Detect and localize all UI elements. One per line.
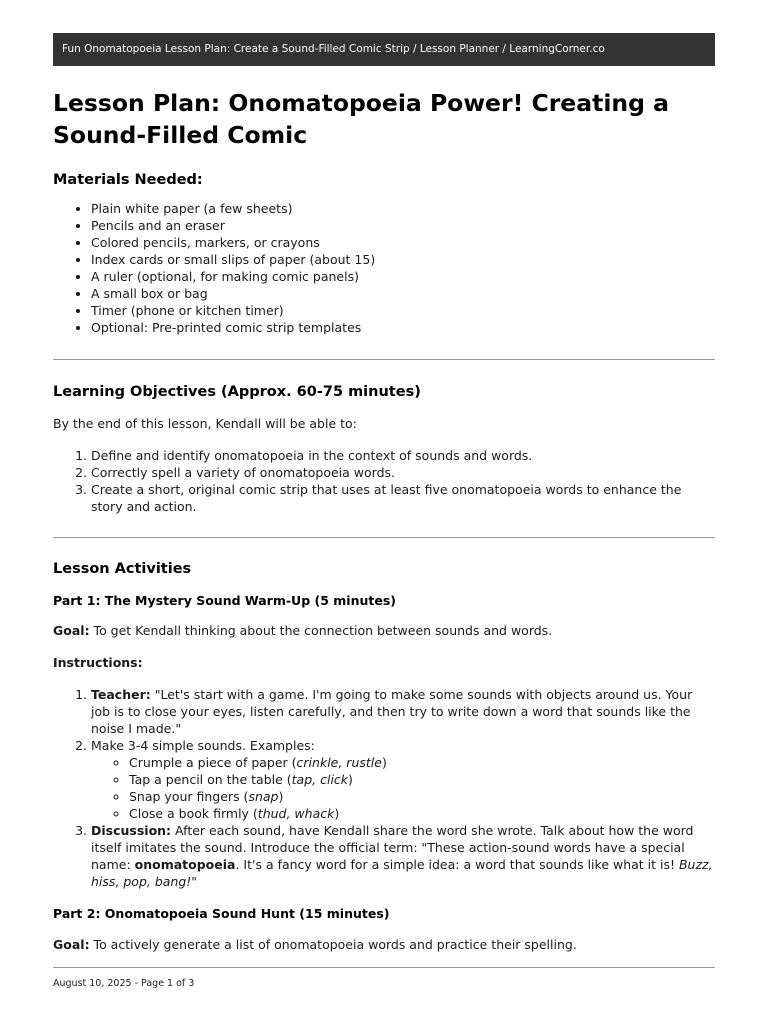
list-item: • Plain white paper (a few sheets): [91, 200, 715, 217]
goal-text: To actively generate a list of onomatopoeia words and practice their spelling.: [89, 937, 577, 952]
list-item: • Optional: Pre-printed comic strip templates: [91, 319, 715, 336]
instructions-label: Instructions:: [53, 655, 143, 670]
example-item: ◦ Crumple a piece of paper (crinkle, rustle): [129, 754, 715, 771]
example-item: ◦ Close a book firmly (thud, whack): [129, 805, 715, 822]
list-item: • Index cards or small slips of paper (about 15): [91, 251, 715, 268]
list-item: 3. Discussion: After each sound, have Kendall share the word she wrote. Talk about how the word itself imitates the sound. Introduce the official term: "These action-sound words have a special name: onomatopoeia. It's a fancy word for a simple idea: a word that sounds like what it is! Buzz, hiss, pop, bang!": [91, 822, 715, 890]
section-divider: [53, 537, 715, 538]
term-onomatopoeia: onomatopoeia: [134, 857, 236, 872]
examples-list: [91, 754, 715, 822]
list-item: [91, 737, 715, 822]
page-content: [53, 33, 715, 953]
list-item: 1. Define and identify onomatopoeia in the context of sounds and words.: [91, 447, 715, 464]
part2-goal: [53, 936, 715, 953]
list-item: 2. Correctly spell a variety of onomatopoeia words.: [91, 464, 715, 481]
materials-list: [53, 200, 715, 336]
part1-steps: [53, 686, 715, 890]
materials-heading: Materials Needed:: [53, 172, 203, 188]
list-item: [91, 686, 715, 737]
example-item: ◦ Snap your fingers (snap): [129, 788, 715, 805]
breadcrumb-bar: [53, 33, 715, 66]
step2-text: Make 3-4 simple sounds. Examples:: [91, 738, 315, 753]
teacher-text: "Let's start with a game. I'm going to make some sounds with objects around us. Your job is to close your eyes, listen carefully, and then try to write down a word that sounds like the noise I made.": [91, 687, 693, 736]
list-item: 3. Create a short, original comic strip that uses at least five onomatopoeia words to enhance the story and action.: [91, 481, 715, 515]
section-divider: [53, 359, 715, 360]
list-item: • Pencils and an eraser: [91, 217, 715, 234]
list-item: • A ruler (optional, for making comic panels): [91, 268, 715, 285]
part2-heading: Part 2: Onomatopoeia Sound Hunt (15 minutes): [53, 906, 390, 921]
discussion-label: Discussion:: [91, 823, 172, 838]
example-item: ◦ Tap a pencil on the table (tap, click): [129, 771, 715, 788]
page-footer: August 10, 2025 - Page 1 of 3: [53, 978, 195, 989]
part1-heading: Part 1: The Mystery Sound Warm-Up (5 minutes): [53, 593, 396, 608]
footer-divider: [53, 967, 715, 968]
goal-label: Goal:: [53, 623, 90, 638]
objectives-list: [53, 447, 715, 515]
objectives-intro: By the end of this lesson, Kendall will be able to:: [53, 416, 357, 431]
goal-text: To get Kendall thinking about the connection between sounds and words.: [89, 623, 553, 638]
list-item: • Colored pencils, markers, or crayons: [91, 234, 715, 251]
part1-goal: [53, 622, 715, 639]
list-item: • Timer (phone or kitchen timer): [91, 302, 715, 319]
list-item: • A small box or bag: [91, 285, 715, 302]
goal-label: Goal:: [53, 937, 90, 952]
objectives-heading: Learning Objectives (Approx. 60-75 minutes): [53, 384, 421, 400]
teacher-label: Teacher:: [91, 687, 151, 702]
page-title: Lesson Plan: Onomatopoeia Power! Creating a Sound-Filled Comic: [53, 89, 669, 149]
breadcrumb: Fun Onomatopoeia Lesson Plan: Create a Sound-Filled Comic Strip / Lesson Planner / LearningCorner.co: [62, 43, 605, 55]
activities-heading: Lesson Activities: [53, 561, 192, 577]
